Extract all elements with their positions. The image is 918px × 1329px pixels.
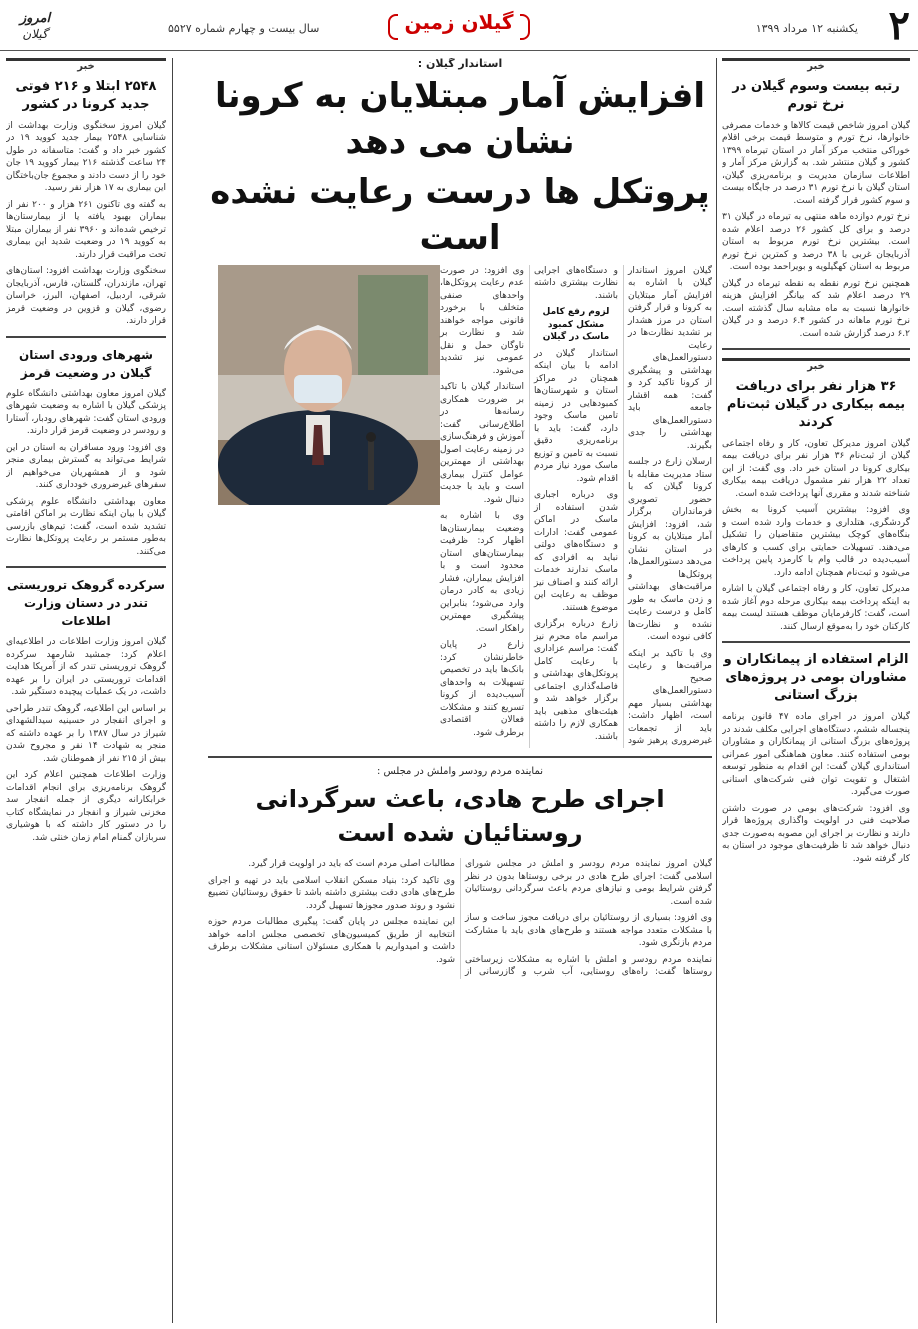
article-paragraph: معاون بهداشتی دانشگاه علوم پزشکی گیلان با بیان اینکه نظارت بر اماکن اقامتی تشدید شده است، گفت: تیم‌های بازرسی به‌طور مستمر بر رعایت پروتکل‌ها نظارت می‌کنند. bbox=[6, 496, 166, 557]
separator bbox=[6, 566, 166, 568]
article-paragraph: گیلان امروز نماینده مردم رودسر و املش در مجلس شورای اسلامی گفت: اجرای طرح هادی در برخی روستاها بدون در نظر گرفتن شرایط بومی و نیازهای مردم باعث سرگردانی روستائیان شده است. bbox=[465, 859, 712, 907]
article-paragraph: وی تاکید کرد: بنیاد مسکن انقلاب اسلامی باید در تهیه و اجرای طرح‌های هادی دقت بیشتری داشته باشد تا حقوق روستائیان تضییع نشود و روند صدور مجوزها تسهیل گردد. bbox=[208, 875, 455, 911]
issue-date: یکشنبه ۱۲ مرداد ۱۳۹۹ bbox=[755, 22, 858, 35]
article-paragraph: وی درباره اجباری شدن استفاده از ماسک در اماکن عمومی گفت: ادارات و دستگاه‌های دولتی نباید به افرادی که ماسک ندارند خدمات ارائه کنند و اصناف نیز موظف به رعایت این موضوع هستند. bbox=[534, 490, 618, 613]
main-headline-line-2: پروتکل ها درست رعایت نشده است bbox=[210, 171, 710, 258]
article-headline: ۳۶ هزار نفر برای دریافت بیمه بیکاری در گیلان ثبت‌نام کردند bbox=[726, 378, 906, 430]
article-paragraph: وی با اشاره به وضعیت بیمارستان‌ها اظهار کرد: ظرفیت بیمارستان‌های استان محدود است و با افزایش بیماران، فشار زیادی به کادر درمان وارد می‌شود؛ بنابراین پیشگیری مهمترین راهکار است. bbox=[440, 511, 524, 634]
svg-text:امروز: امروز bbox=[19, 11, 51, 26]
article-paragraph: وی افزود: ورود مسافران به استان در این شرایط می‌تواند به گسترش بیماری منجر شود و از همشهریان می‌خواهیم از سفرهای غیرضروری خودداری کنند. bbox=[6, 442, 166, 490]
article-headline: شهرهای ورودی استان گیلان در وضعیت قرمز bbox=[19, 347, 153, 380]
article-paragraph: گیلان امروز شاخص قیمت کالاها و خدمات مصرفی خانوارها، نرخ تورم و متوسط قیمت برخی اقلام خوراکی منتخب مرکز آمار در استان تیرماه ۱۳۹۹ کشور و گیلان منتشر شد. به گزارش مرکز آمار و اطلاعات سازمان مدیریت و برنامه‌ریزی گیلان، استان گیلان با نرخ تورم ۳۱ درصد در جایگاه بیست و سوم کشور قرار گرفته است. bbox=[722, 120, 910, 206]
right-column bbox=[722, 58, 910, 1323]
article-paragraph: ارسلان زارع در جلسه ستاد مدیریت مقابله با کرونا گیلان که با حضور تصویری فرمانداران برگزار شد، افزود: افزایش آمار مبتلایان به کرونا در استان نشان می‌دهد دستورالعمل‌ها، پروتکل‌ها و مراقبت‌های بهداشتی و زدن ماسک به طور کامل و درست رعایت نشده و نظارت‌ها کافی نبوده است. bbox=[628, 457, 712, 642]
article-paragraph: وی افزود: در صورت عدم رعایت پروتکل‌ها، واحدهای صنفی متخلف با برخورد قانونی مواجه خواهند شد و نظارت بر ناوگان حمل و نقل عمومی نیز تشدید می‌شود. bbox=[440, 265, 524, 376]
page-number: ۲ bbox=[888, 2, 910, 49]
article-paragraph: زارع در پایان خاطرنشان کرد: بانک‌ها باید در تخصیص تسهیلات به واحدهای آسیب‌دیده از کرونا تسریع کنند و مشکلات فعالان اقتصادی برطرف شود. bbox=[440, 640, 524, 738]
main-headline-line-1: افزایش آمار مبتلایان به کرونا نشان می دهد bbox=[214, 75, 706, 162]
column-divider bbox=[716, 58, 717, 1323]
news-tag: خبر bbox=[6, 58, 166, 74]
article-kicker: نماینده مردم رودسر واملش در مجلس : bbox=[376, 765, 544, 777]
article-paragraph: به گفته وی تاکنون ۲۶۱ هزار و ۲۰۰ نفر از بیماران بهبود یافته یا از بیمارستان‌ها ترخیص شده‌اند و ۳۹۶۰ نفر از بیماران مبتلا به کووید ۱۹ در وضعیت شدید این بیماری تحت مراقبت قرار دارند. bbox=[6, 199, 166, 260]
article-headline: سرکرده گروهک تروریستی تندر در دستان وزارت اطلاعات bbox=[7, 578, 165, 628]
article-paragraph: نماینده مردم رودسر و املش با اشاره به مشکلات زیرساختی روستاها گفت: راه‌های روستایی، آب شرب و گازرسانی از مطالبات اصلی مردم است که باید در اولویت قرار گیرد. bbox=[248, 859, 712, 977]
article-paragraph: وی افزود: بسیاری از روستائیان برای دریافت مجوز ساخت و ساز با مشکلات متعدد مواجه هستند و طرح‌های هادی باید با مشارکت مردم بازنگری شود. bbox=[465, 913, 712, 948]
article-paragraph: گیلان امروز استاندار گیلان با اشاره به افزایش آمار مبتلایان به کرونا و قرار گرفتن استان در مرز هشدار بر تشدید نظارت‌ها در رعایت دستورالعمل‌های بهداشتی و پیشگیری از کرونا تاکید کرد و گفت: همه اقشار جامعه باید دستورالعمل‌های بهداشتی را جدی بگیرند. bbox=[628, 265, 712, 451]
section-title: گیلان زمین bbox=[392, 10, 526, 40]
svg-text:گیلان: گیلان bbox=[22, 27, 48, 41]
separator bbox=[722, 348, 910, 350]
article-paragraph: استاندار گیلان در ادامه با بیان اینکه همچنان در مراکز استان و شهرستان‌ها کمبودهایی در زمینه تامین ماسک وجود دارد، گفت: باید با برنامه‌ریزی دقیق نسبت به تامین و توزیع ماسک مورد نیاز مردم اقدام شود. bbox=[534, 348, 618, 484]
news-tag: خبر bbox=[722, 58, 910, 74]
article-paragraph: گیلان امروز سخنگوی وزارت بهداشت از شناسایی ۲۵۴۸ بیمار جدید کووید ۱۹ در کشور خبر داد و گفت: متاسفانه در طول ۲۴ ساعت گذشته ۲۱۶ بیمار کووید ۱۹ جان خود را از دست دادند و مجموع جان‌باختگان این بیماری به ۱۷ هزار نفر رسید. bbox=[6, 120, 166, 193]
separator bbox=[722, 641, 910, 643]
article-paragraph: مدیرکل تعاون، کار و رفاه اجتماعی گیلان با اشاره به اینکه پرداخت بیمه بیکاری مرحله دوم آغاز شده است، گفت: کارفرمایان موظف هستند لیست بیمه کارکنان خود را به‌موقع ارسال کنند. bbox=[722, 584, 910, 632]
article-body bbox=[208, 858, 712, 979]
article-headline: اجرای طرح هادی، باعث سرگردانی روستائیان شده است bbox=[255, 785, 665, 847]
news-tag: خبر bbox=[722, 358, 910, 374]
center-column bbox=[208, 58, 712, 1323]
article-paragraph: این نماینده مجلس در پایان گفت: پیگیری مطالبات مردم حوزه انتخابیه از طریق کمیسیون‌های تخصصی مجلس ادامه خواهد داشت و امیدواریم با همکاری مسئولان استانی مشکلات برطرف شود. bbox=[208, 917, 455, 965]
lead-article-body bbox=[440, 265, 712, 748]
article-paragraph: گیلان امروز مدیرکل تعاون، کار و رفاه اجتماعی گیلان از ثبت‌نام ۳۶ هزار نفر برای دریافت بیمه بیکاری کرونا در استان خبر داد. وی گفت: از این تعداد ۲۲ هزار نفر مشمول دریافت بیمه بیکاری شناخته شدند و مقرری آنها پرداخت شده است. bbox=[722, 438, 910, 499]
issue-number: سال بیست و چهارم شماره ۵۵۲۷ bbox=[168, 22, 320, 35]
governor-photo bbox=[218, 265, 440, 505]
article-paragraph: گیلان امروز معاون بهداشتی دانشگاه علوم پزشکی گیلان با اشاره به وضعیت شهرهای ورودی استان گفت: شهرهای رودبار، آستارا و رودسر در وضعیت قرمز قرار دارند. bbox=[6, 388, 166, 436]
article-paragraph: وی افزود: شرکت‌های بومی در صورت داشتن صلاحیت فنی در اولویت واگذاری پروژه‌ها قرار دارند و نظارت بر اجرای این مصوبه به‌صورت جدی دنبال خواهد شد تا ظرفیت‌های موجود در استان به کار گرفته شود. bbox=[722, 803, 910, 864]
article-paragraph: سخنگوی وزارت بهداشت افزود: استان‌های تهران، مازندران، گلستان، فارس، آذربایجان شرقی، اردبیل، اصفهان، البرز، خراسان رضوی، گیلان و قزوین در وضعیت قرمز قرار دارند. bbox=[6, 266, 166, 326]
separator bbox=[208, 756, 712, 758]
left-column bbox=[6, 58, 166, 1323]
masthead bbox=[0, 0, 918, 51]
article-paragraph: وزارت اطلاعات همچنین اعلام کرد این گروهک برنامه‌ریزی برای انجام اقدامات خرابکارانه دیگری از جمله انفجار سد مخزنی شیراز و انفجار در نمایشگاه کتاب را در دستور کار داشته که با هوشیاری سربازان گمنام امام زمان خنثی شد. bbox=[6, 770, 166, 843]
article-headline: الزام استفاده از پیمانکاران و مشاوران بومی در پروژه‌های بزرگ استانی bbox=[723, 652, 909, 703]
article-headline: رتبه بیست وسوم گیلان در نرخ تورم bbox=[732, 78, 900, 112]
lead-article bbox=[208, 265, 712, 748]
article-paragraph: وی افزود: بیشترین آسیب کرونا به بخش گردشگری، هتلداری و خدمات وارد شده است و بنگاه‌های کوچک بیشترین متقاضیان را تشکیل می‌دهند. تسهیلات حمایتی برای کسب و کارهای آسیب‌دیده در قالب وام با کارمزد پایین پرداخت می‌شود و ثبت‌نام همچنان ادامه دارد. bbox=[722, 505, 910, 578]
article-headline: ۲۵۴۸ ابتلا و ۲۱۶ فوتی جدید کرونا در کشور bbox=[15, 78, 157, 112]
article-paragraph: گیلان امروز وزارت اطلاعات در اطلاعیه‌ای اعلام کرد: جمشید شارمهد سرکرده گروهک تروریستی تندر که از آمریکا هدایت اقدامات تروریستی در ایران را بر عهده داشت، در یک عملیات پیچیده دستگیر شد. bbox=[6, 637, 166, 697]
newspaper-logo bbox=[10, 4, 60, 44]
article-paragraph: وی با تاکید بر اینکه مراقبت‌ها و رعایت صحیح دستورالعمل‌های بهداشتی بسیار مهم است، اظهار داشت: باید از تجمعات غیرضروری پرهیز شود و دستگاه‌های اجرایی نظارت بیشتری داشته باشند. bbox=[534, 265, 712, 746]
article-paragraph: استاندار گیلان با تاکید بر ضرورت همکاری رسانه‌ها در اطلاع‌رسانی گفت: آموزش و فرهنگ‌سازی در زمینه رعایت اصول بهداشتی از مهمترین عوامل کنترل بیماری است و باید با جدیت دنبال شود. bbox=[440, 382, 524, 505]
article-kicker: استاندار گیلان : bbox=[417, 58, 503, 70]
article-subheading: لزوم رفع کامل مشکل کمبود ماسک در گیلان bbox=[542, 307, 610, 342]
article-paragraph: نرخ تورم دوازده ماهه منتهی به تیرماه در گیلان ۳۱ درصد و برای کل کشور ۲۶ درصد اعلام شده است. بیشترین نرخ تورم مربوط به استان آذربایجان غربی با ۳۸ درصد و کمترین نرخ تورم مربوط به استان کهگیلویه و بویراحمد بوده است. bbox=[722, 212, 910, 272]
article-paragraph: زارع درباره برگزاری مراسم ماه محرم نیز گفت: مراسم عزاداری با رعایت کامل پروتکل‌های بهداشتی و فاصله‌گذاری اجتماعی برگزار خواهد شد و هیئت‌های مذهبی باید همکاری لازم را داشته باشند. bbox=[534, 619, 618, 742]
article-paragraph: گیلان امروز در اجرای ماده ۴۷ قانون برنامه پنجساله ششم، دستگاه‌های اجرایی مکلف شدند در پروژه‌های بزرگ استانی از پیمانکاران و مشاوران بومی استفاده کنند. معاون هماهنگی امور عمرانی استانداری گیلان گفت: این اقدام به منظور توسعه اشتغال و تقویت توان فنی شرکت‌های استانی صورت می‌گیرد. bbox=[722, 712, 910, 797]
article-paragraph: بر اساس این اطلاعیه، گروهک تندر طراحی و اجرای انفجار در حسینیه سیدالشهدای شیراز در سال ۱۳۸۷ را بر عهده داشته که منجر به شهادت ۱۴ نفر و مجروح شدن بیش از ۲۱۵ نفر از هموطنان شد. bbox=[6, 703, 166, 764]
separator bbox=[6, 336, 166, 338]
column-divider bbox=[172, 58, 173, 1323]
article-paragraph: همچنین نرخ تورم نقطه به نقطه تیرماه در گیلان ۲۹ درصد اعلام شد که بیانگر افزایش هزینه خانوارها نسبت به ماه مشابه سال گذشته است. نرخ تورم ماهانه در کشور ۶.۴ درصد و در گیلان ۶.۲ درصد گزارش شده است. bbox=[722, 278, 910, 339]
